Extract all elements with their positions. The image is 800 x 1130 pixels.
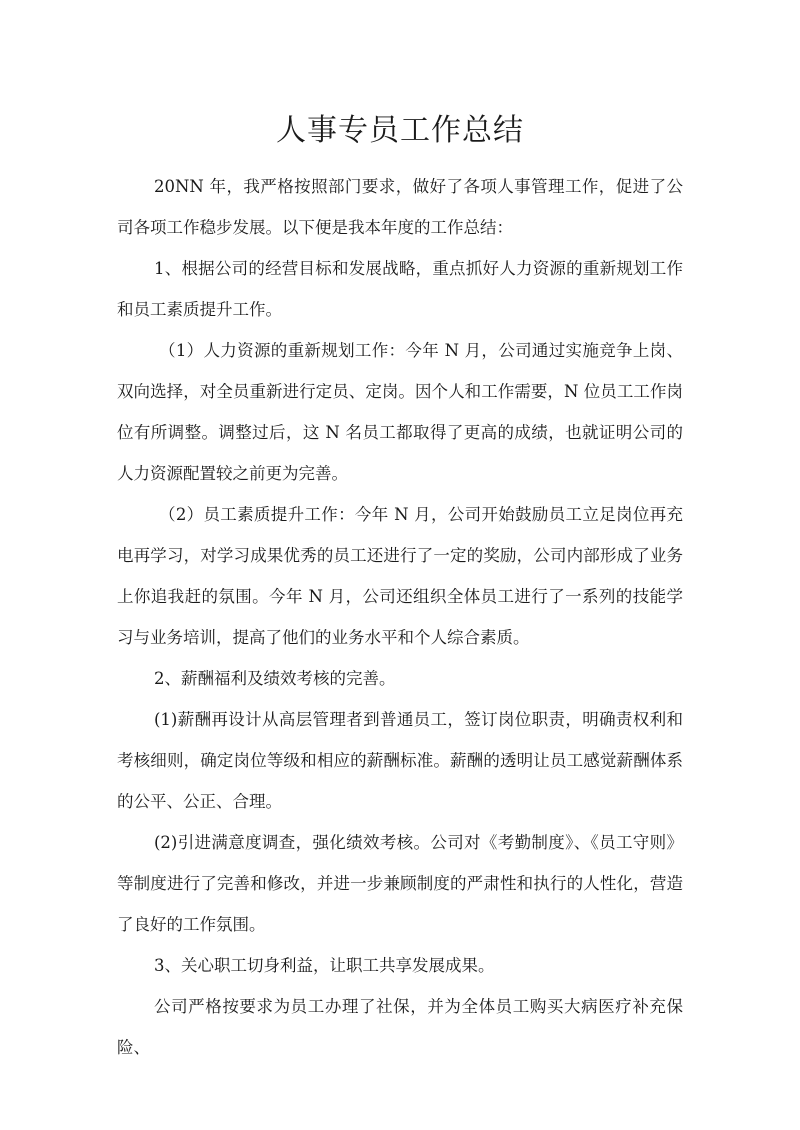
section-2-item-1: (1)薪酬再设计从高层管理者到普通员工，签订岗位职责，明确责权利和考核细则，确定岗位等级和相应的薪酬标准。薪酬的透明让员工感觉薪酬体系的公平、公正、合理。: [117, 710, 683, 811]
section-3-body: 公司严格按要求为员工办理了社保，并为全体员工购买大病医疗补充保险、: [117, 997, 683, 1057]
document-title: 人事专员工作总结: [276, 113, 524, 148]
section-1-heading: 1、根据公司的经营目标和发展战略，重点抓好人力资源的重新规划工作和员工素质提升工作。: [117, 259, 683, 319]
section-2-item-2: (2)引进满意度调查，强化绩效考核。公司对《考勤制度》、《员工守则》等制度进行了完善和修改，并进一步兼顾制度的严肃性和执行的人性化，营造了良好的工作氛围。: [117, 833, 683, 934]
intro-paragraph: 20NN 年，我严格按照部门要求，做好了各项人事管理工作，促进了公司各项工作稳步发展。以下便是我本年度的工作总结：: [117, 177, 683, 237]
section-3-heading: 3、关心职工切身利益，让职工共享发展成果。: [154, 956, 495, 975]
document-body: [117, 166, 683, 1068]
section-1-item-2: （2）员工素质提升工作：今年 N 月，公司开始鼓励员工立足岗位再充电再学习，对学习成果优秀的员工还进行了一定的奖励，公司内部形成了业务上你追我赶的氛围。今年 N 月，公司还组织全体员工进行了一系列的技能学习与业务培训，提高了他们的业务水平和个人综合素质。: [117, 505, 683, 647]
section-1-item-1: （1）人力资源的重新规划工作：今年 N 月，公司通过实施竞争上岗、双向选择，对全员重新进行定员、定岗。因个人和工作需要，N 位员工工作岗位有所调整。调整过后，这 N 名员工都取得了更高的成绩，也就证明公司的人力资源配置较之前更为完善。: [117, 341, 683, 483]
section-2-heading: 2、薪酬福利及绩效考核的完善。: [154, 669, 396, 688]
